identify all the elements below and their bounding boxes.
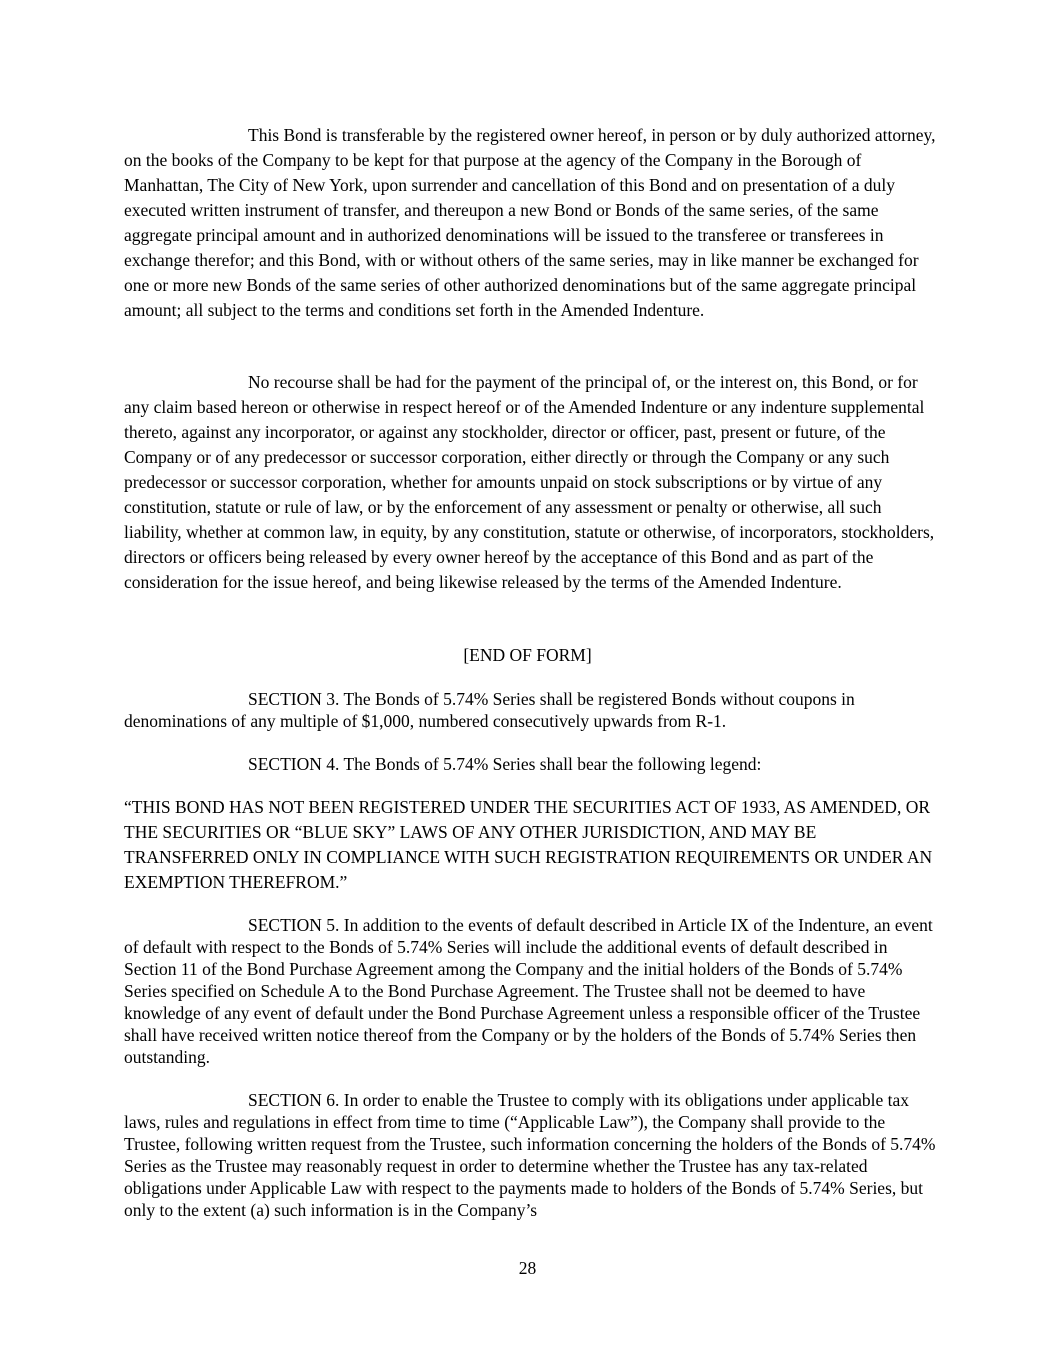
paragraph-section-4: SECTION 4. The Bonds of 5.74% Series shall bear the following legend: bbox=[248, 754, 762, 774]
paragraph-bond-transfer: This Bond is transferable by the registered owner hereof, in person or by duly authorized attorney, on the books of the Company to be kept for that purpose at the agency of the Company in the Borough of Manhattan, The City of New York, upon surrender and cancellation of this Bond and on presentation of a duly executed written instrument of transfer, and thereupon a new Bond or Bonds of the same series, of the same aggregate principal amount and in authorized denominations will be issued to the transferee or transferees in exchange therefor; and this Bond, with or without others of the same series, may in like manner be exchanged for one or more new Bonds of the same series of other authorized denominations but of the same aggregate principal amount; all subject to the terms and conditions set forth in the Amended Indenture. bbox=[124, 125, 936, 320]
end-of-form-heading: [END OF FORM] bbox=[463, 645, 592, 665]
paragraph-section-3: SECTION 3. The Bonds of 5.74% Series shall be registered Bonds without coupons in denominations of any multiple of $1,000, numbered consecutively upwards from R-1. bbox=[124, 689, 855, 731]
paragraph-section-5: SECTION 5. In addition to the events of default described in Article IX of the Indenture, an event of default with respect to the Bonds of 5.74% Series will include the additional events of default described in Section 11 of the Bond Purchase Agreement among the Company and the initial holders of the Bonds of 5.74% Series specified on Schedule A to the Bond Purchase Agreement. The Trustee shall not be deemed to have knowledge of any event of default under the Bond Purchase Agreement unless a responsible officer of the Trustee shall have received written notice thereof from the Company or by the holders of the Bonds of 5.74% Series then outstanding. bbox=[124, 915, 933, 1067]
paragraph-no-recourse: No recourse shall be had for the payment of the principal of, or the interest on, this Bond, or for any claim based hereon or otherwise in respect hereof or of the Amended Indenture or any indenture supplemental thereto, against any incorporator, or against any stockholder, director or officer, past, present or future, of the Company or of any predecessor or successor corporation, either directly or through the Company or any such predecessor or successor corporation, whether for amounts unpaid on stock subscriptions or by virtue of any constitution, statute or rule of law, or by the enforcement of any assessment or penalty or otherwise, all such liability, whether at common law, in equity, by any constitution, statute or otherwise, of incorporators, stockholders, directors or officers being released by every owner hereof by the acceptance of this Bond and as part of the consideration for the issue hereof, and being likewise released by the terms of the Amended Indenture. bbox=[124, 372, 935, 592]
securities-legend: “THIS BOND HAS NOT BEEN REGISTERED UNDER THE SECURITIES ACT OF 1933, AS AMENDED, OR THE SECURITIES OR “BLUE SKY” LAWS OF ANY OTHER JURISDICTION, AND MAY BE TRANSFERRED ONLY IN COMPLIANCE WITH SUCH REGISTRATION REQUIREMENTS OR UNDER AN EXEMPTION THEREFROM.” bbox=[124, 797, 933, 892]
page-number: 28 bbox=[518, 1258, 537, 1278]
paragraph-section-6: SECTION 6. In order to enable the Trustee to comply with its obligations under applicable tax laws, rules and regulations in effect from time to time (“Applicable Law”), the Company shall provide to the Trustee, following written request from the Trustee, such information concerning the holders of the Bonds of 5.74% Series as the Trustee may reasonably request in order to determine whether the Trustee has any tax-related obligations under Applicable Law with respect to the payments made to holders of the Bonds of 5.74% Series, but only to the extent (a) such information is in the Company’s bbox=[124, 1090, 936, 1220]
